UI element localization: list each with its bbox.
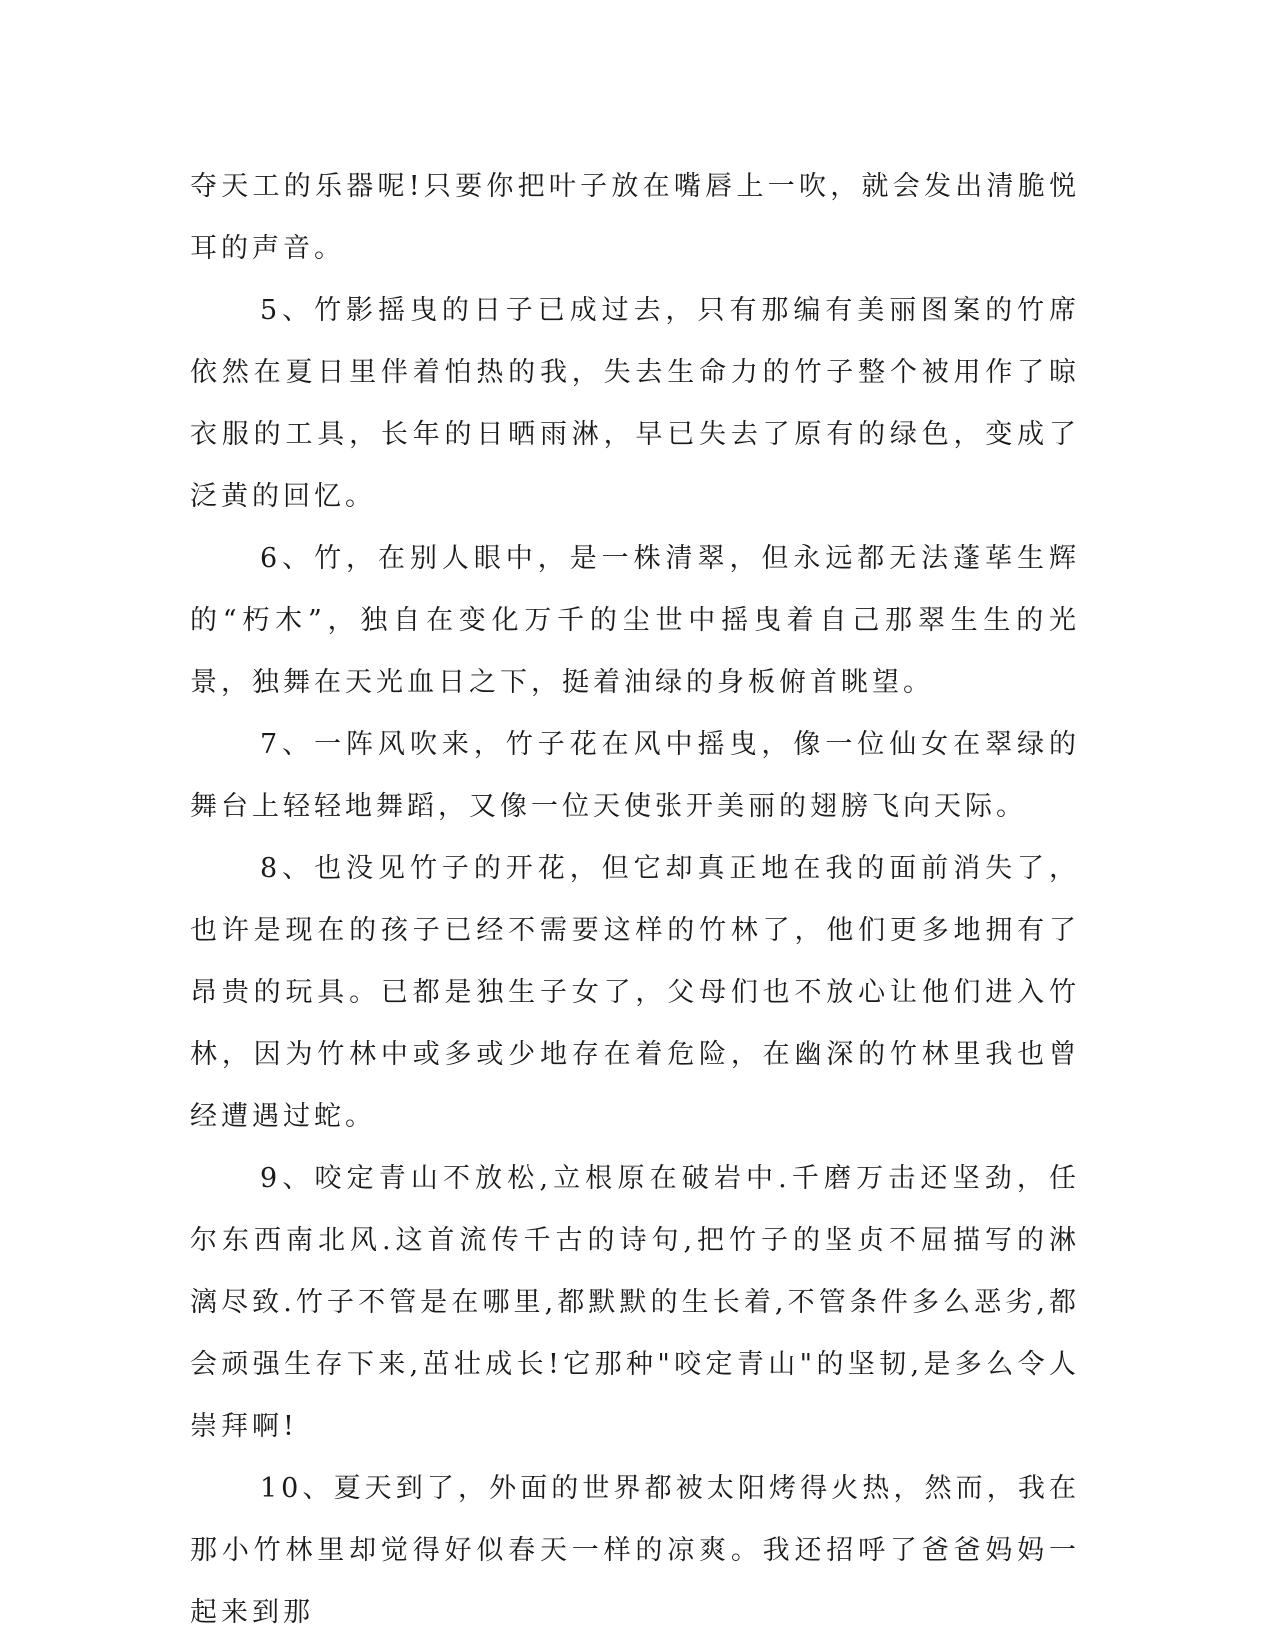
paragraph-8: 8、也没见竹子的开花，但它却真正地在我的面前消失了，也许是现在的孩子已经不需要这样的竹林了，他们更多地拥有了昂贵的玩具。已都是独生子女了，父母们也不放心让他们进入竹林，因为竹林中或多或少地存在着危险，在幽深的竹林里我也曾经遭遇过蛇。 — [190, 853, 1080, 1132]
paragraph-7: 7、一阵风吹来，竹子花在风中摇曳，像一位仙女在翠绿的舞台上轻轻地舞蹈，又像一位天使张开美丽的翅膀飞向天际。 — [190, 729, 1080, 822]
document-body — [190, 156, 1080, 1644]
paragraph-9: 9、咬定青山不放松,立根原在破岩中.千磨万击还坚劲，任尔东西南北风.这首流传千古的诗句,把竹子的坚贞不屈描写的淋漓尽致.竹子不管是在哪里,都默默的生长着,不管条件多么恶劣,都会顽强生存下来,茁壮成长!它那种"咬定青山"的坚韧,是多么令人崇拜啊! — [190, 1163, 1080, 1442]
paragraph-10: 10、夏天到了，外面的世界都被太阳烤得火热，然而，我在那小竹林里却觉得好似春天一样的凉爽。我还招呼了爸爸妈妈一起来到那 — [190, 1473, 1080, 1628]
paragraph-continuation: 夺天工的乐器呢!只要你把叶子放在嘴唇上一吹，就会发出清脆悦耳的声音。 — [190, 171, 1080, 264]
paragraph-5: 5、竹影摇曳的日子已成过去，只有那编有美丽图案的竹席依然在夏日里伴着怕热的我，失去生命力的竹子整个被用作了晾衣服的工具，长年的日晒雨淋，早已失去了原有的绿色，变成了泛黄的回忆。 — [190, 295, 1080, 512]
paragraph-6: 6、竹，在别人眼中，是一株清翠，但永远都无法蓬荜生辉的“朽木”，独自在变化万千的尘世中摇曳着自己那翠生生的光景，独舞在天光血日之下，挺着油绿的身板俯首眺望。 — [190, 543, 1080, 698]
